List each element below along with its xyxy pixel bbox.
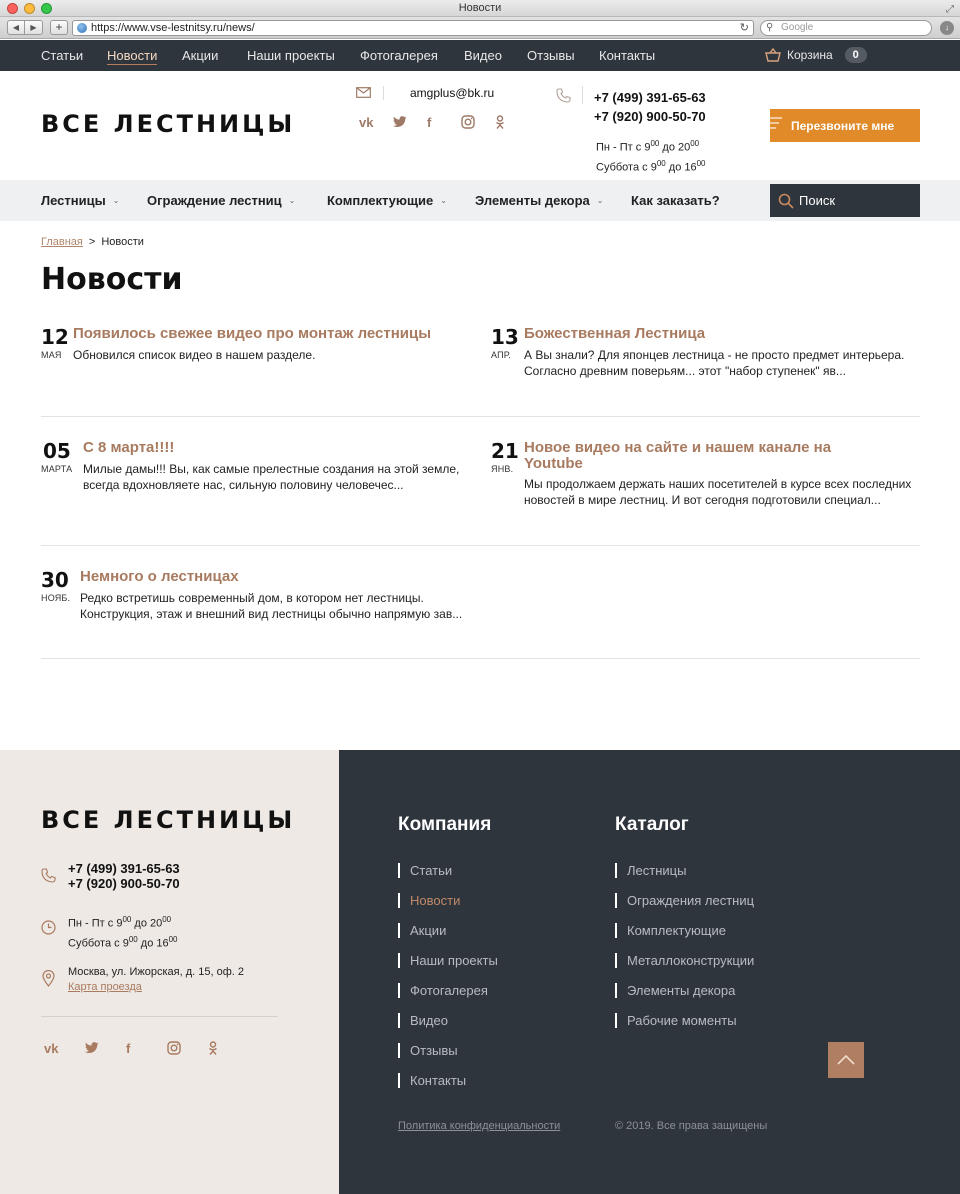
footer-link-railings[interactable]: Ограждения лестниц [615, 893, 754, 923]
instagram-icon[interactable] [167, 1040, 208, 1056]
vk-icon[interactable]: vk [44, 1040, 59, 1056]
window-title: Новости [458, 2, 502, 14]
news-month: НОЯБ. [41, 593, 71, 603]
topnav-item-reviews[interactable]: Отзывы [527, 48, 575, 63]
news-month: МАЯ [41, 350, 62, 360]
browser-search-placeholder: Google [781, 22, 814, 33]
news-title-link[interactable]: Божественная Лестница [524, 325, 706, 342]
news-excerpt: Мы продолжаем держать наших посетителей в курсе всех последних новостей в мире лестниц. И вот сегодня подготовили специал... [524, 477, 912, 507]
news-item [41, 568, 471, 648]
topnav-item-video[interactable]: Видео [464, 48, 502, 63]
map-link[interactable]: Карта проезда [68, 981, 142, 993]
news-excerpt: А Вы знали? Для японцев лестница - не просто предмет интерьера. Согласно древним поверьям... этот "набор ступенек" яв... [524, 348, 905, 378]
footer-company-title: Компания [398, 814, 492, 835]
search-label: Поиск [799, 193, 836, 208]
cart-button[interactable] [765, 47, 867, 63]
twitter-icon[interactable] [85, 1040, 126, 1056]
address-text: Москва, ул. Ижорская, д. 15, оф. 2 [68, 966, 244, 978]
news-day: 21 [491, 439, 519, 463]
header-working-hours [596, 136, 706, 175]
odnoklassniki-icon[interactable] [208, 1040, 249, 1056]
topnav-item-news[interactable]: Новости [107, 48, 158, 63]
catalog-item-decor[interactable]: Элементы декора ⌄ [475, 193, 604, 208]
site-logo[interactable]: ВСЕ ЛЕСТНИЦЫ [41, 110, 296, 138]
catalog-item-components[interactable]: Комплектующие ⌄ [327, 193, 447, 208]
footer-link-gallery[interactable]: Фотогалерея [398, 983, 498, 1013]
chevron-up-icon [836, 1053, 856, 1065]
footer-phone-2[interactable]: +7 (920) 900-50-70 [68, 876, 180, 891]
address-bar[interactable] [72, 20, 754, 36]
clock-icon [41, 920, 56, 935]
search-icon: ⚲ [766, 22, 774, 33]
header-phones [594, 88, 706, 126]
news-title-link[interactable]: Новое видео на сайте и нашем канале на Youtube [524, 439, 832, 472]
footer-link-decor[interactable]: Элементы декора [615, 983, 754, 1013]
news-day: 05 [43, 439, 71, 463]
topnav-item-projects[interactable]: Наши проекты [247, 48, 335, 63]
footer-phone-1[interactable]: +7 (499) 391-65-63 [68, 861, 180, 876]
catalog-item-railings[interactable]: Ограждение лестниц ⌄ [147, 193, 296, 208]
chevron-down-icon: ⌄ [596, 196, 604, 205]
twitter-icon[interactable] [393, 114, 427, 130]
page-title: Новости [41, 262, 183, 297]
browser-titlebar [0, 0, 960, 17]
downloads-icon[interactable]: ↓ [940, 21, 954, 35]
search-icon [778, 193, 794, 209]
footer-link-video[interactable]: Видео [398, 1013, 498, 1043]
footer-link-promotions[interactable]: Акции [398, 923, 498, 953]
footer-catalog-title: Каталог [615, 814, 689, 835]
chevron-down-icon: ⌄ [288, 196, 296, 205]
facebook-icon[interactable]: f [427, 114, 432, 130]
divider [41, 658, 920, 659]
chevron-down-icon: ⌄ [112, 196, 120, 205]
header-social-links [359, 114, 529, 130]
saturday-hours: Суббота с $9^{00}$ до $16^{00}$ [596, 158, 706, 174]
close-window-button[interactable] [7, 3, 18, 14]
top-navigation [0, 40, 960, 71]
odnoklassniki-icon[interactable] [495, 114, 529, 130]
menu-lines-icon [770, 117, 782, 132]
catalog-navigation [0, 180, 960, 221]
news-excerpt: Редко встретишь современный дом, в котором нет лестницы. Конструкция, этаж и внешний вид лестницы обычно напрямую зав... [80, 591, 463, 621]
news-month: ЯНВ. [491, 464, 514, 474]
divider [41, 1016, 278, 1017]
divider [383, 86, 384, 100]
weekday-hours: Пн - Пт с $9^{00}$ до $20^{00}$ [596, 139, 700, 154]
catalog-item-how-to-order[interactable]: Как заказать? [631, 193, 720, 208]
topnav-item-articles[interactable]: Статьи [41, 48, 84, 63]
zoom-window-button[interactable] [41, 3, 52, 14]
window-controls [7, 3, 52, 14]
footer-link-reviews[interactable]: Отзывы [398, 1043, 498, 1073]
browser-toolbar [0, 17, 960, 39]
url-text: https://www.vse-lestnitsy.ru/news/ [91, 22, 255, 34]
divider [41, 545, 920, 546]
news-item [41, 439, 471, 519]
news-day: 13 [491, 325, 519, 349]
news-day: 30 [41, 568, 69, 592]
footer-company-list [398, 863, 498, 1103]
footer-logo[interactable]: ВСЕ ЛЕСТНИЦЫ [41, 806, 296, 834]
forward-button[interactable]: ▶ [25, 20, 43, 35]
footer-link-stairs[interactable]: Лестницы [615, 863, 754, 893]
news-item [41, 325, 471, 405]
vk-icon[interactable]: vk [359, 114, 374, 130]
back-button[interactable]: ◀ [7, 20, 25, 35]
callback-label: Перезвоните мне [791, 118, 895, 133]
browser-search-input[interactable] [760, 20, 932, 36]
site-search-button[interactable] [770, 184, 920, 217]
divider [41, 416, 920, 417]
footer-social-links [44, 1040, 249, 1056]
topnav-item-contacts[interactable]: Контакты [599, 48, 656, 63]
copyright-text: © 2019. Все права защищены [615, 1120, 768, 1132]
breadcrumb-separator: > [88, 236, 96, 248]
saturday-hours: Суббота с $9^{00}$ до $16^{00}$ [68, 934, 178, 950]
footer-link-work[interactable]: Рабочие моменты [615, 1013, 754, 1043]
footer-link-metal[interactable]: Металлоконструкции [615, 953, 754, 983]
instagram-icon[interactable] [461, 114, 495, 130]
location-pin-icon [42, 970, 55, 987]
news-title-link[interactable]: С 8 марта!!!! [83, 439, 175, 456]
catalog-item-stairs[interactable]: Лестницы ⌄ [41, 193, 120, 208]
news-month: МАРТА [41, 464, 73, 474]
footer-phones [68, 861, 180, 891]
news-title-link[interactable]: Немного о лестницах [80, 568, 239, 585]
header-phone-2[interactable]: +7 (920) 900-50-70 [594, 109, 706, 124]
footer-link-projects[interactable]: Наши проекты [398, 953, 498, 983]
news-item [491, 325, 920, 405]
phone-icon [41, 868, 56, 883]
weekday-hours: Пн - Пт с $9^{00}$ до $20^{00}$ [68, 915, 172, 930]
reload-icon[interactable]: ↻ [739, 22, 749, 34]
breadcrumb-home-link[interactable]: Главная [41, 236, 83, 248]
footer-working-hours [68, 912, 178, 951]
footer-link-news[interactable]: Новости [398, 893, 498, 923]
breadcrumb [41, 236, 144, 248]
footer-link-contacts[interactable]: Контакты [398, 1073, 498, 1103]
globe-icon [77, 23, 87, 33]
mail-icon [356, 87, 371, 98]
cart-count-badge: 0 [845, 47, 867, 63]
footer-link-components[interactable]: Комплектующие [615, 923, 754, 953]
news-item [491, 439, 920, 529]
news-month: АПР. [491, 350, 511, 360]
footer-link-articles[interactable]: Статьи [398, 863, 498, 893]
footer-address [68, 965, 244, 995]
header-phone-1[interactable]: +7 (499) 391-65-63 [594, 90, 706, 105]
minimize-window-button[interactable] [24, 3, 35, 14]
breadcrumb-current: Новости [101, 236, 144, 248]
history-buttons [7, 20, 43, 35]
privacy-policy-link[interactable]: Политика конфиденциальности [398, 1120, 561, 1132]
divider [582, 86, 583, 104]
fullscreen-icon[interactable]: ⤢ [946, 4, 954, 15]
scroll-to-top-button[interactable] [828, 1042, 864, 1078]
facebook-icon[interactable]: f [126, 1040, 131, 1056]
new-tab-button[interactable]: + [50, 20, 68, 35]
topnav-item-promotions[interactable]: Акции [182, 48, 219, 63]
news-day: 12 [41, 325, 69, 349]
callback-button[interactable] [770, 109, 920, 142]
topnav-item-gallery[interactable]: Фотогалерея [360, 48, 438, 63]
cart-label: Корзина [787, 48, 833, 62]
basket-icon [765, 48, 781, 62]
footer-catalog-list [615, 863, 754, 1043]
chevron-down-icon: ⌄ [440, 196, 447, 205]
news-title-link[interactable]: Появилось свежее видео про монтаж лестницы [73, 325, 432, 342]
header-email-link[interactable]: amgplus@bk.ru [410, 86, 495, 100]
phone-icon [556, 88, 571, 103]
news-excerpt: Обновился список видео в нашем разделе. [73, 348, 316, 362]
news-excerpt: Милые дамы!!! Вы, как самые прелестные создания на этой земле, всегда вдохновляете нас, сильную половину человечес... [83, 462, 460, 492]
